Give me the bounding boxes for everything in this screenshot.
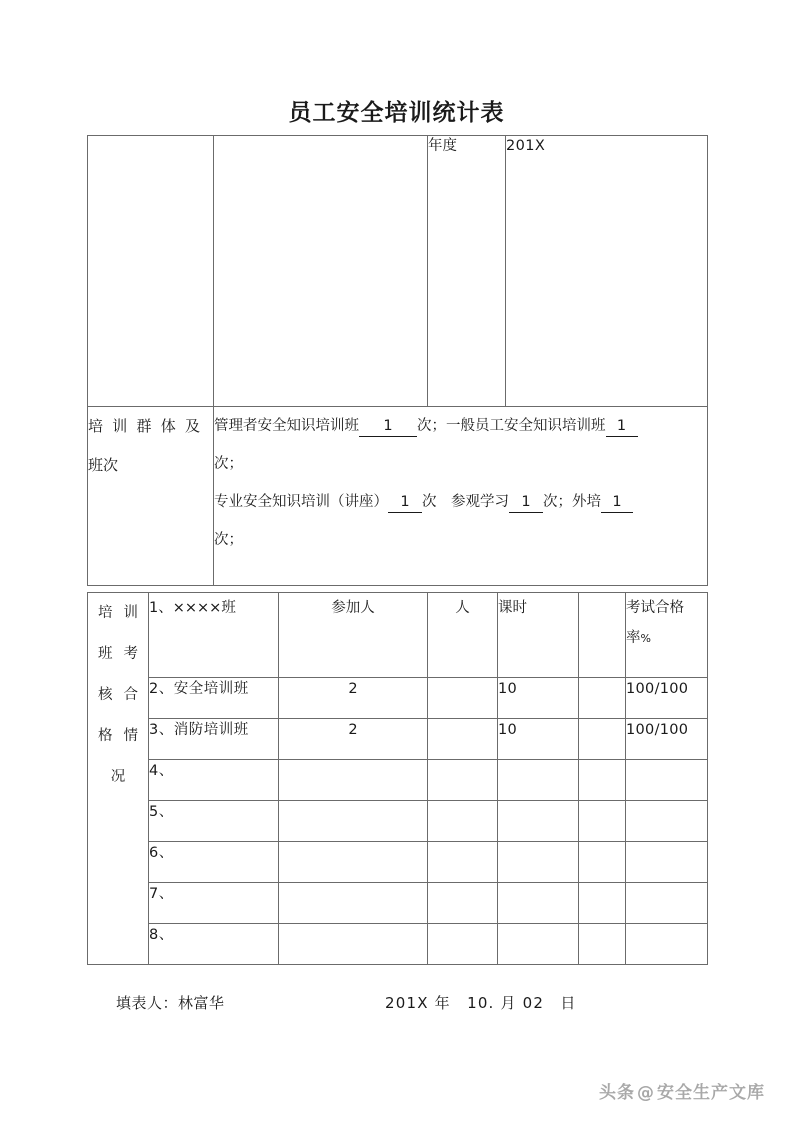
group-line3-mid1: 次 参观学习 xyxy=(422,494,509,510)
row-hours[interactable] xyxy=(498,883,579,924)
row-hours-unit[interactable] xyxy=(579,719,626,760)
row-hours[interactable] xyxy=(498,924,579,965)
row-unit[interactable] xyxy=(428,801,498,842)
row-class-name[interactable]: 3、消防培训班 xyxy=(149,719,279,760)
results-side-label-line3: 核合 xyxy=(98,687,138,703)
row-participants[interactable] xyxy=(279,842,428,883)
row-hours-unit[interactable] xyxy=(579,842,626,883)
row-hours[interactable]: 10 xyxy=(498,678,579,719)
row-unit[interactable] xyxy=(428,883,498,924)
column-header-class-name[interactable]: 1、××××班 xyxy=(149,593,279,678)
row-unit[interactable] xyxy=(428,719,498,760)
group-line2: 次； xyxy=(214,456,243,472)
year-value[interactable]: 201X xyxy=(506,136,708,407)
row-class-name[interactable]: 2、安全培训班 xyxy=(149,678,279,719)
row-participants[interactable] xyxy=(279,801,428,842)
results-side-label-line5: 况 xyxy=(110,769,126,785)
table-row xyxy=(88,678,708,719)
column-header-pass-rate xyxy=(626,593,708,678)
group-line1-prefix: 管理者安全知识培训班 xyxy=(214,418,359,434)
table-row xyxy=(88,407,708,586)
results-side-label-line1: 培训 xyxy=(98,605,138,621)
table-row xyxy=(88,801,708,842)
row-participants[interactable] xyxy=(279,883,428,924)
table-row xyxy=(88,719,708,760)
row-unit[interactable] xyxy=(428,760,498,801)
row-participants[interactable] xyxy=(279,760,428,801)
row-pass-rate[interactable] xyxy=(626,924,708,965)
row-pass-rate[interactable]: 100/100 xyxy=(626,719,708,760)
column-header-hours-unit xyxy=(579,593,626,678)
row-hours-unit[interactable] xyxy=(579,924,626,965)
row-pass-rate[interactable] xyxy=(626,883,708,924)
row-participants[interactable]: 2 xyxy=(279,678,428,719)
row-class-name[interactable]: 8、 xyxy=(149,924,279,965)
row-class-name[interactable]: 6、 xyxy=(149,842,279,883)
row-pass-rate[interactable] xyxy=(626,801,708,842)
table-row xyxy=(88,842,708,883)
header-blank-cell-2[interactable] xyxy=(214,136,428,407)
pass-rate-header-line1: 考试合格 xyxy=(626,600,684,616)
watermark xyxy=(599,1078,765,1103)
group-line1-mid: 次；一般员工安全知识培训班 xyxy=(417,418,606,434)
group-line4: 次； xyxy=(214,532,243,548)
watermark-source: 安全生产文库 xyxy=(657,1083,765,1103)
column-header-participants: 参加人 xyxy=(279,593,428,678)
row-unit[interactable] xyxy=(428,924,498,965)
group-line3-prefix: 专业安全知识培训（讲座） xyxy=(214,494,388,510)
group-line3-mid2: 次；外培 xyxy=(543,494,601,510)
pass-rate-header-line2: 率 xyxy=(626,630,641,646)
group-line3-value1[interactable]: 1 xyxy=(388,492,422,513)
table-row xyxy=(88,136,708,407)
page-title: 员工安全培训统计表 xyxy=(288,100,505,126)
table-row xyxy=(88,593,708,678)
column-header-unit: 人 xyxy=(428,593,498,678)
table-row xyxy=(88,924,708,965)
row-class-name[interactable]: 5、 xyxy=(149,801,279,842)
row-pass-rate[interactable] xyxy=(626,842,708,883)
group-line3-value2[interactable]: 1 xyxy=(509,492,543,513)
results-side-label xyxy=(88,593,149,965)
table-row xyxy=(88,760,708,801)
row-unit[interactable] xyxy=(428,678,498,719)
row-hours[interactable] xyxy=(498,842,579,883)
training-group-label-line2: 班次 xyxy=(88,456,119,474)
results-side-label-line4: 格情 xyxy=(98,728,138,744)
row-hours-unit[interactable] xyxy=(579,883,626,924)
row-hours[interactable] xyxy=(498,760,579,801)
watermark-prefix: 头条 xyxy=(599,1083,635,1103)
row-hours-unit[interactable] xyxy=(579,760,626,801)
results-side-label-line2: 班考 xyxy=(98,646,138,662)
row-hours-unit[interactable] xyxy=(579,678,626,719)
table-row xyxy=(88,883,708,924)
row-hours[interactable]: 10 xyxy=(498,719,579,760)
row-pass-rate[interactable]: 100/100 xyxy=(626,678,708,719)
preparer-text[interactable]: 填表人：林富华 xyxy=(116,994,225,1012)
row-class-name[interactable]: 4、 xyxy=(149,760,279,801)
row-unit[interactable] xyxy=(428,842,498,883)
pass-rate-header-percent: % xyxy=(640,632,651,645)
training-group-label xyxy=(88,407,214,586)
results-table xyxy=(87,592,708,965)
group-line3-value3[interactable]: 1 xyxy=(601,492,633,513)
training-group-label-line1: 培训群体及 xyxy=(88,417,200,435)
row-hours-unit[interactable] xyxy=(579,801,626,842)
header-table xyxy=(87,135,708,586)
row-pass-rate[interactable] xyxy=(626,760,708,801)
group-line1-value1[interactable]: 1 xyxy=(359,416,417,437)
row-participants[interactable] xyxy=(279,924,428,965)
group-line1-value2[interactable]: 1 xyxy=(606,416,638,437)
date-text[interactable]: 201X 年 10. 月 02 日 xyxy=(385,994,577,1012)
row-class-name[interactable]: 7、 xyxy=(149,883,279,924)
column-header-hours: 课时 xyxy=(498,593,579,678)
header-blank-cell-1[interactable] xyxy=(88,136,214,407)
training-group-body[interactable] xyxy=(214,407,708,586)
watermark-at-symbol: @ xyxy=(637,1083,655,1103)
row-participants[interactable]: 2 xyxy=(279,719,428,760)
year-label: 年度 xyxy=(428,136,506,407)
row-hours[interactable] xyxy=(498,801,579,842)
